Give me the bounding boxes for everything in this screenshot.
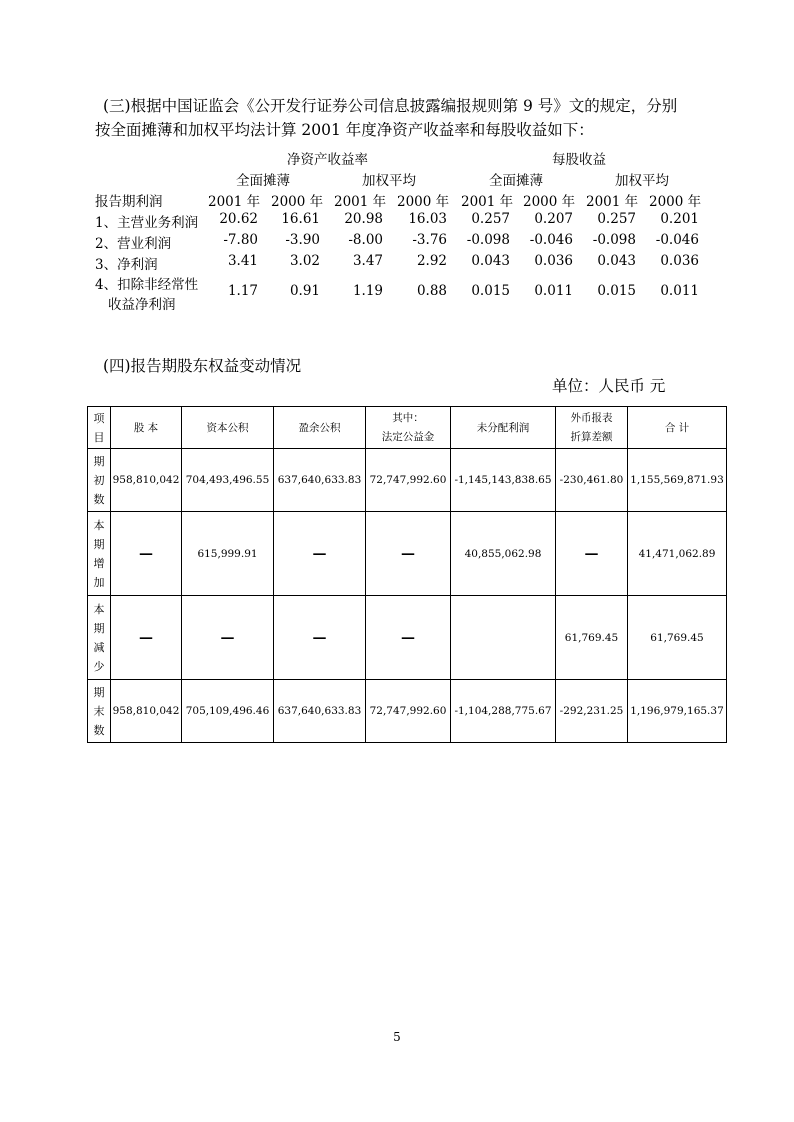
ratio-cell: 0.91 <box>289 283 320 299</box>
ratio-cell: 1.19 <box>352 283 383 299</box>
ratio-cell: 3.02 <box>289 253 320 269</box>
table-row <box>88 680 727 743</box>
ratio-cell: 0.88 <box>416 283 447 299</box>
ratio-cell: 3.41 <box>227 253 258 269</box>
ratio-cell: 0.036 <box>660 253 699 269</box>
ratio-cell: 20.98 <box>344 211 383 227</box>
ratio-method-1: 全面摊薄 <box>236 173 290 189</box>
ratio-row-label-2: 收益净利润 <box>108 297 176 313</box>
header-fx-translation <box>556 407 628 449</box>
cell-share-capital: 958,810,042 <box>111 449 182 512</box>
ratio-cell: 0.043 <box>597 253 636 269</box>
cell-statutory-welfare: 72,747,992.60 <box>366 449 451 512</box>
ratio-cell: -3.90 <box>285 232 320 248</box>
row-label-char: 减 <box>93 640 105 654</box>
row-label-char: 初 <box>93 473 105 487</box>
header-fx-line-2: 折算差额 <box>570 430 613 443</box>
ratio-cell: -0.046 <box>529 232 573 248</box>
cell-surplus-reserve: 637,640,633.83 <box>274 680 366 743</box>
ratio-method-4: 加权平均 <box>615 173 669 189</box>
ratio-cell: 16.03 <box>408 211 447 227</box>
ratio-cell: -7.80 <box>223 232 258 248</box>
cell-statutory-welfare: 72,747,992.60 <box>366 680 451 743</box>
header-statutory-welfare <box>366 407 451 449</box>
row-label-char: 少 <box>93 659 105 673</box>
row-label-char: 期 <box>93 621 105 635</box>
ratio-cell: 0.257 <box>597 211 636 227</box>
ratio-row-label: 3、净利润 <box>95 257 158 273</box>
cell-capital-reserve: 704,493,496.55 <box>182 449 274 512</box>
ratio-cell: 0.257 <box>471 211 510 227</box>
row-label-char: 期 <box>93 685 105 699</box>
ratio-cell: 0.036 <box>534 253 573 269</box>
ratio-cell: -8.00 <box>348 232 383 248</box>
ratio-method-3: 全面摊薄 <box>489 173 543 189</box>
header-fx-line-1: 外币报表 <box>570 411 613 424</box>
ratio-cell: 2.92 <box>416 253 447 269</box>
unit-label: 单位：人民币 元 <box>552 377 666 395</box>
row-label-char: 期 <box>93 454 105 468</box>
ratio-cell: 0.201 <box>660 211 699 227</box>
ratio-year-2: 2000 年 <box>271 194 324 210</box>
header-total: 合 计 <box>628 407 727 449</box>
table-row <box>88 512 727 596</box>
ratio-cell: 3.47 <box>352 253 383 269</box>
ratio-cell: -0.046 <box>655 232 699 248</box>
row-label-char: 增 <box>93 556 105 570</box>
intro-line-1: (三)根据中国证监会《公开发行证券公司信息披露编报规则第 9 号》文的规定，分别 <box>103 97 678 115</box>
cell-capital-reserve: — <box>182 596 274 680</box>
cell-surplus-reserve: — <box>274 596 366 680</box>
cell-undistributed-profit: 40,855,062.98 <box>451 512 556 596</box>
cell-undistributed-profit: -1,145,143,838.65 <box>451 449 556 512</box>
ratio-cell: -0.098 <box>466 232 510 248</box>
cell-fx-translation: 61,769.45 <box>556 596 628 680</box>
table-row <box>88 449 727 512</box>
cell-capital-reserve: 705,109,496.46 <box>182 680 274 743</box>
cell-statutory-welfare: — <box>366 512 451 596</box>
ratio-group-roe: 净资产收益率 <box>287 152 368 168</box>
row-label-decrease <box>88 596 111 680</box>
ratio-year-4: 2000 年 <box>397 194 450 210</box>
cell-surplus-reserve: — <box>274 512 366 596</box>
cell-fx-translation: -292,231.25 <box>556 680 628 743</box>
cell-share-capital: — <box>111 596 182 680</box>
equity-change-table <box>87 406 727 743</box>
header-share-capital: 股 本 <box>111 407 182 449</box>
cell-statutory-welfare: — <box>366 596 451 680</box>
ratio-cell: 20.62 <box>219 211 258 227</box>
row-label-increase <box>88 512 111 596</box>
cell-share-capital: 958,810,042 <box>111 680 182 743</box>
cell-share-capital: — <box>111 512 182 596</box>
header-capital-reserve: 资本公积 <box>182 407 274 449</box>
ratio-cell: 0.015 <box>597 283 636 299</box>
ratio-row-label: 2、营业利润 <box>95 236 172 252</box>
header-item-char: 项 <box>93 411 105 425</box>
ratio-cell: -0.098 <box>592 232 636 248</box>
ratio-year-5: 2001 年 <box>461 194 514 210</box>
ratio-cell: 0.043 <box>471 253 510 269</box>
ratio-cell: 0.011 <box>660 283 699 299</box>
header-statutory-line-2: 法定公益金 <box>381 430 435 443</box>
cell-fx-translation: -230,461.80 <box>556 449 628 512</box>
ratio-row-label: 4、扣除非经常性 <box>95 277 199 293</box>
header-statutory-line-1: 其中： <box>392 411 424 424</box>
row-label-char: 期 <box>93 537 105 551</box>
page-number: 5 <box>393 1030 401 1044</box>
equity-header-row <box>88 407 727 449</box>
ratio-year-1: 2001 年 <box>208 194 261 210</box>
header-item <box>88 407 111 449</box>
ratio-cell: 0.207 <box>534 211 573 227</box>
cell-undistributed-profit <box>451 596 556 680</box>
row-label-opening <box>88 449 111 512</box>
ratio-year-7: 2001 年 <box>586 194 639 210</box>
cell-total: 1,155,569,871.93 <box>628 449 727 512</box>
ratio-row-header: 报告期利润 <box>95 194 163 210</box>
cell-capital-reserve: 615,999.91 <box>182 512 274 596</box>
ratio-cell: 0.015 <box>471 283 510 299</box>
header-undistributed-profit: 未分配利润 <box>451 407 556 449</box>
ratio-year-3: 2001 年 <box>334 194 387 210</box>
header-item-char: 目 <box>93 430 105 444</box>
ratio-method-2: 加权平均 <box>362 173 416 189</box>
cell-total: 61,769.45 <box>628 596 727 680</box>
table-row <box>88 596 727 680</box>
ratio-year-6: 2000 年 <box>523 194 576 210</box>
cell-undistributed-profit: -1,104,288,775.67 <box>451 680 556 743</box>
row-label-char: 本 <box>93 518 105 532</box>
ratio-cell: 16.61 <box>281 211 320 227</box>
row-label-char: 数 <box>93 723 105 737</box>
ratio-cell: 0.011 <box>534 283 573 299</box>
row-label-char: 末 <box>93 704 105 718</box>
ratio-year-8: 2000 年 <box>649 194 702 210</box>
ratio-group-eps: 每股收益 <box>552 152 606 168</box>
section-4-title: (四)报告期股东权益变动情况 <box>103 357 302 375</box>
ratio-cell: 1.17 <box>227 283 258 299</box>
intro-paragraph <box>95 94 710 142</box>
row-label-char: 数 <box>93 492 105 506</box>
cell-fx-translation: — <box>556 512 628 596</box>
row-label-char: 本 <box>93 602 105 616</box>
header-surplus-reserve: 盈余公积 <box>274 407 366 449</box>
cell-total: 41,471,062.89 <box>628 512 727 596</box>
ratio-row-label: 1、主营业务利润 <box>95 215 199 231</box>
row-label-char: 加 <box>93 575 105 589</box>
cell-surplus-reserve: 637,640,633.83 <box>274 449 366 512</box>
intro-line-2: 按全面摊薄和加权平均法计算 2001 年度净资产收益率和每股收益如下： <box>95 121 594 139</box>
row-label-closing <box>88 680 111 743</box>
ratio-cell: -3.76 <box>412 232 447 248</box>
cell-total: 1,196,979,165.37 <box>628 680 727 743</box>
